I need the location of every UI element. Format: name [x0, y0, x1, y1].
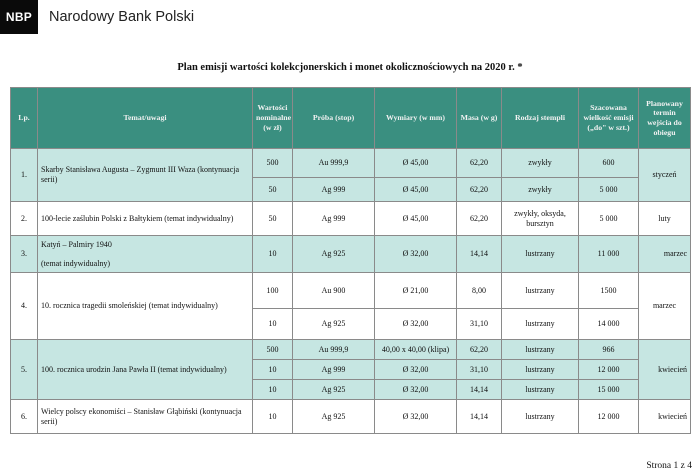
- column-header-term: Planowany termin wejścia do obiegu: [639, 88, 691, 149]
- cell-mass: 62,20: [457, 149, 502, 178]
- document-title: Plan emisji wartości kolekcjonerskich i monet okolicznościowych na 2020 r. *: [177, 62, 523, 73]
- cell-alloy: Ag 925: [293, 309, 375, 340]
- column-header-mass: Masa (w g): [457, 88, 502, 149]
- column-header-volume: Szacowana wielkość emisji („do" w szt.): [579, 88, 639, 149]
- cell-stamp: lustrzany: [502, 236, 579, 273]
- cell-topic: 100-lecie zaślubin Polski z Bałtykiem (temat indywidualny): [38, 202, 253, 236]
- table-row: [11, 340, 691, 360]
- cell-term: kwiecień: [639, 400, 691, 434]
- table-row: [11, 149, 691, 178]
- cell-dimensions: Ø 32,00: [375, 380, 457, 400]
- cell-term: marzec: [639, 236, 691, 273]
- cell-nominal: 500: [253, 149, 293, 178]
- cell-mass: 31,10: [457, 360, 502, 380]
- cell-lp: 4.: [11, 273, 38, 340]
- cell-alloy: Ag 999: [293, 178, 375, 202]
- column-header-nominal: Wartości nominalne (w zł): [253, 88, 293, 149]
- cell-nominal: 10: [253, 400, 293, 434]
- cell-volume: 15 000: [579, 380, 639, 400]
- cell-alloy: Ag 925: [293, 236, 375, 273]
- cell-dimensions: Ø 45,00: [375, 149, 457, 178]
- cell-lp: 2.: [11, 202, 38, 236]
- cell-term: kwiecień: [639, 340, 691, 400]
- cell-volume: 11 000: [579, 236, 639, 273]
- cell-volume: 5 000: [579, 178, 639, 202]
- cell-dimensions: Ø 32,00: [375, 309, 457, 340]
- table-header-row: [11, 88, 691, 149]
- column-header-dimensions: Wymiary (w mm): [375, 88, 457, 149]
- cell-nominal: 10: [253, 380, 293, 400]
- cell-alloy: Au 900: [293, 273, 375, 309]
- cell-mass: 62,20: [457, 202, 502, 236]
- cell-stamp: zwykły: [502, 178, 579, 202]
- cell-nominal: 50: [253, 178, 293, 202]
- cell-stamp: lustrzany: [502, 360, 579, 380]
- cell-volume: 14 000: [579, 309, 639, 340]
- cell-stamp: lustrzany: [502, 309, 579, 340]
- cell-mass: 14,14: [457, 380, 502, 400]
- cell-alloy: Au 999,9: [293, 149, 375, 178]
- cell-nominal: 100: [253, 273, 293, 309]
- column-header-lp: Lp.: [11, 88, 38, 149]
- cell-volume: 12 000: [579, 400, 639, 434]
- table-row: [11, 400, 691, 434]
- cell-term: styczeń: [639, 149, 691, 202]
- cell-term: marzec: [639, 273, 691, 340]
- cell-volume: 966: [579, 340, 639, 360]
- cell-topic: Skarby Stanisława Augusta – Zygmunt III Waza (kontynuacja serii): [38, 149, 253, 202]
- cell-stamp: lustrzany: [502, 340, 579, 360]
- cell-stamp: lustrzany: [502, 400, 579, 434]
- topic-note: (temat indywidualny): [41, 258, 111, 268]
- emission-plan-table: [10, 87, 691, 434]
- cell-alloy: Ag 999: [293, 202, 375, 236]
- cell-topic: Wielcy polscy ekonomiści – Stanisław Głąbiński (kontynuacja serii): [38, 400, 253, 434]
- cell-nominal: 10: [253, 236, 293, 273]
- cell-stamp: zwykły: [502, 149, 579, 178]
- cell-volume: 12 000: [579, 360, 639, 380]
- cell-lp: 3.: [11, 236, 38, 273]
- cell-nominal: 10: [253, 360, 293, 380]
- cell-topic: 100. rocznica urodzin Jana Pawła II (temat indywidualny): [38, 340, 253, 400]
- cell-dimensions: Ø 45,00: [375, 202, 457, 236]
- cell-alloy: Ag 925: [293, 380, 375, 400]
- cell-mass: 31,10: [457, 309, 502, 340]
- cell-topic: [38, 236, 253, 273]
- table-row: [11, 273, 691, 309]
- cell-volume: 600: [579, 149, 639, 178]
- cell-term: luty: [639, 202, 691, 236]
- cell-lp: 5.: [11, 340, 38, 400]
- cell-volume: 1500: [579, 273, 639, 309]
- cell-stamp: zwykły, oksyda, bursztyn: [502, 202, 579, 236]
- cell-nominal: 10: [253, 309, 293, 340]
- cell-dimensions: Ø 32,00: [375, 400, 457, 434]
- cell-stamp: lustrzany: [502, 380, 579, 400]
- column-header-topic: Temat/uwagi: [38, 88, 253, 149]
- nbp-logo: NBP: [0, 0, 38, 34]
- cell-alloy: Ag 999: [293, 360, 375, 380]
- cell-mass: 8,00: [457, 273, 502, 309]
- cell-dimensions: Ø 21,00: [375, 273, 457, 309]
- cell-mass: 14,14: [457, 236, 502, 273]
- page-number: Strona 1 z 4: [646, 461, 692, 471]
- cell-mass: 62,20: [457, 178, 502, 202]
- cell-dimensions: Ø 32,00: [375, 360, 457, 380]
- topic-title: Katyń – Palmiry 1940: [41, 239, 112, 249]
- cell-nominal: 50: [253, 202, 293, 236]
- cell-mass: 62,20: [457, 340, 502, 360]
- cell-dimensions: Ø 45,00: [375, 178, 457, 202]
- cell-lp: 6.: [11, 400, 38, 434]
- table-row: [11, 202, 691, 236]
- cell-nominal: 500: [253, 340, 293, 360]
- column-header-stamp: Rodzaj stempli: [502, 88, 579, 149]
- cell-alloy: Ag 925: [293, 400, 375, 434]
- cell-dimensions: Ø 32,00: [375, 236, 457, 273]
- cell-volume: 5 000: [579, 202, 639, 236]
- cell-mass: 14,14: [457, 400, 502, 434]
- cell-dimensions: 40,00 x 40,00 (klipa): [375, 340, 457, 360]
- cell-topic: 10. rocznica tragedii smoleńskiej (temat indywidualny): [38, 273, 253, 340]
- table-row: [11, 236, 691, 273]
- column-header-alloy: Próba (stop): [293, 88, 375, 149]
- cell-lp: 1.: [11, 149, 38, 202]
- bank-name: Narodowy Bank Polski: [49, 9, 195, 25]
- cell-stamp: lustrzany: [502, 273, 579, 309]
- cell-alloy: Au 999,9: [293, 340, 375, 360]
